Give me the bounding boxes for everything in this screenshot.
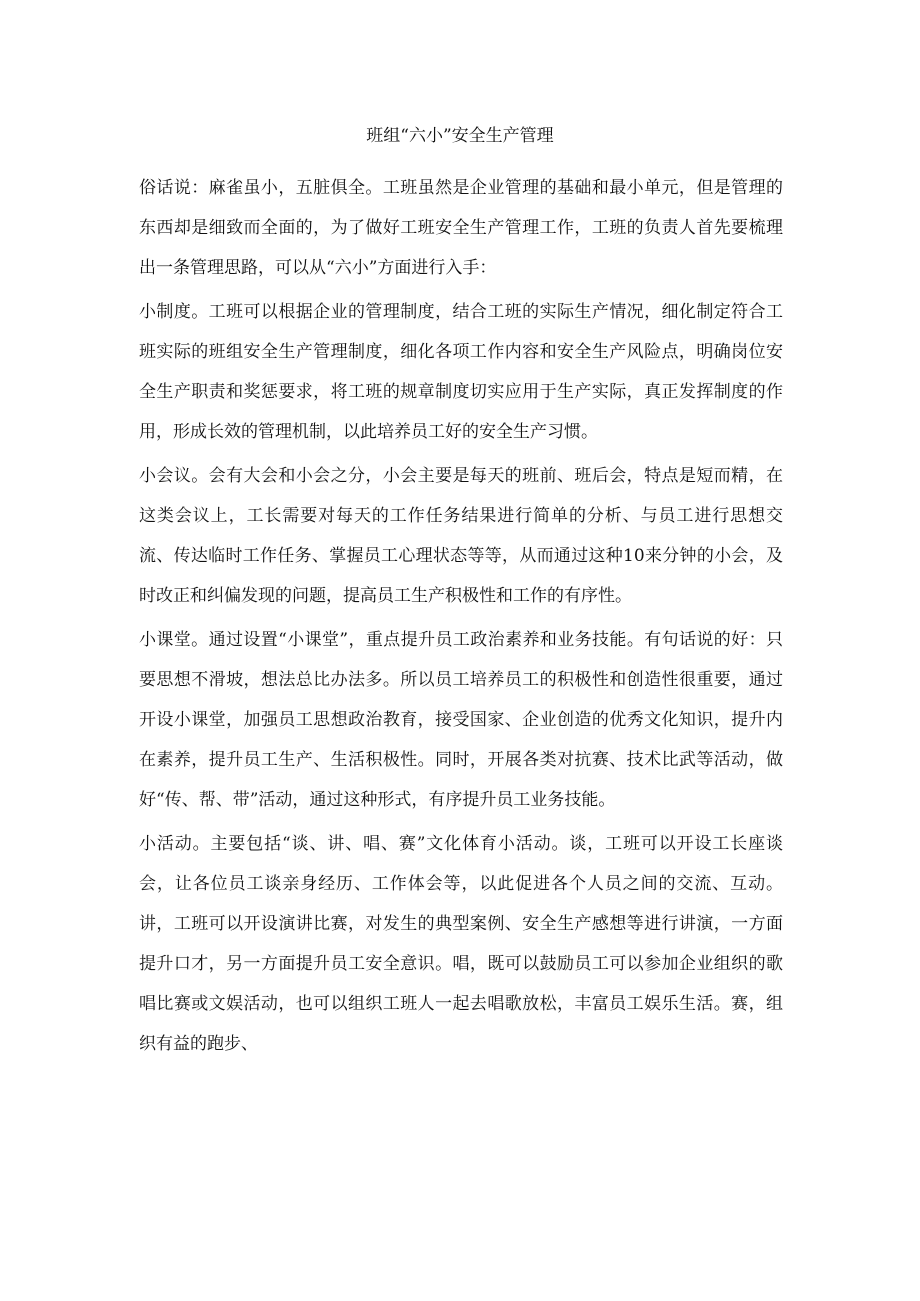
paragraph-intro: 俗话说：麻雀虽小，五脏俱全。工班虽然是企业管理的基础和最小单元，但是管理的东西却是细致而全面的，为了做好工班安全生产管理工作，工班的负责人首先要梳理出一条管理思路，可以从“六小”方面进行入手：: [139, 178, 783, 278]
paragraph-small-activity: 小活动。主要包括“谈、讲、唱、赛”文化体育小活动。谈，工班可以开设工长座谈会，让各位员工谈亲身经历、工作体会等，以此促进各个人员之间的交流、互动。讲，工班可以开设演讲比赛，对发生的典型案例、安全生产感想等进行讲演，一方面提升口才，另一方面提升员工安全意识。唱，既可以鼓励员工可以参加企业组织的歌唱比赛或文娱活动，也可以组织工班人一起去唱歌放松，丰富员工娱乐生活。赛，组织有益的跑步、: [139, 834, 783, 1054]
paragraph-small-classroom: 小课堂。通过设置“小课堂”，重点提升员工政治素养和业务技能。有句话说的好：只要思想不滑坡，想法总比办法多。所以员工培养员工的积极性和创造性很重要，通过开设小课堂，加强员工思想政治教育，接受国家、企业创造的优秀文化知识，提升内在素养，提升员工生产、生活积极性。同时，开展各类对抗赛、技术比武等活动，做好“传、帮、带”活动，通过这种形式，有序提升员工业务技能。: [139, 630, 783, 810]
paragraph-small-meeting: 小会议。会有大会和小会之分，小会主要是每天的班前、班后会，特点是短而精，在这类会议上，工长需要对每天的工作任务结果进行简单的分析、与员工进行思想交流、传达临时工作任务、掌握员工心理状态等等，从而通过这种10来分钟的小会，及时改正和纠偏发现的问题，提高员工生产积极性和工作的有序性。: [139, 466, 783, 606]
paragraph-small-system: 小制度。工班可以根据企业的管理制度，结合工班的实际生产情况，细化制定符合工班实际的班组安全生产管理制度，细化各项工作内容和安全生产风险点，明确岗位安全生产职责和奖惩要求，将工班的规章制度切实应用于生产实际，真正发挥制度的作用，形成长效的管理机制，以此培养员工好的安全生产习惯。: [139, 302, 783, 442]
document-title: 班组“六小”安全生产管理: [366, 126, 554, 146]
document-body: [139, 168, 783, 1068]
